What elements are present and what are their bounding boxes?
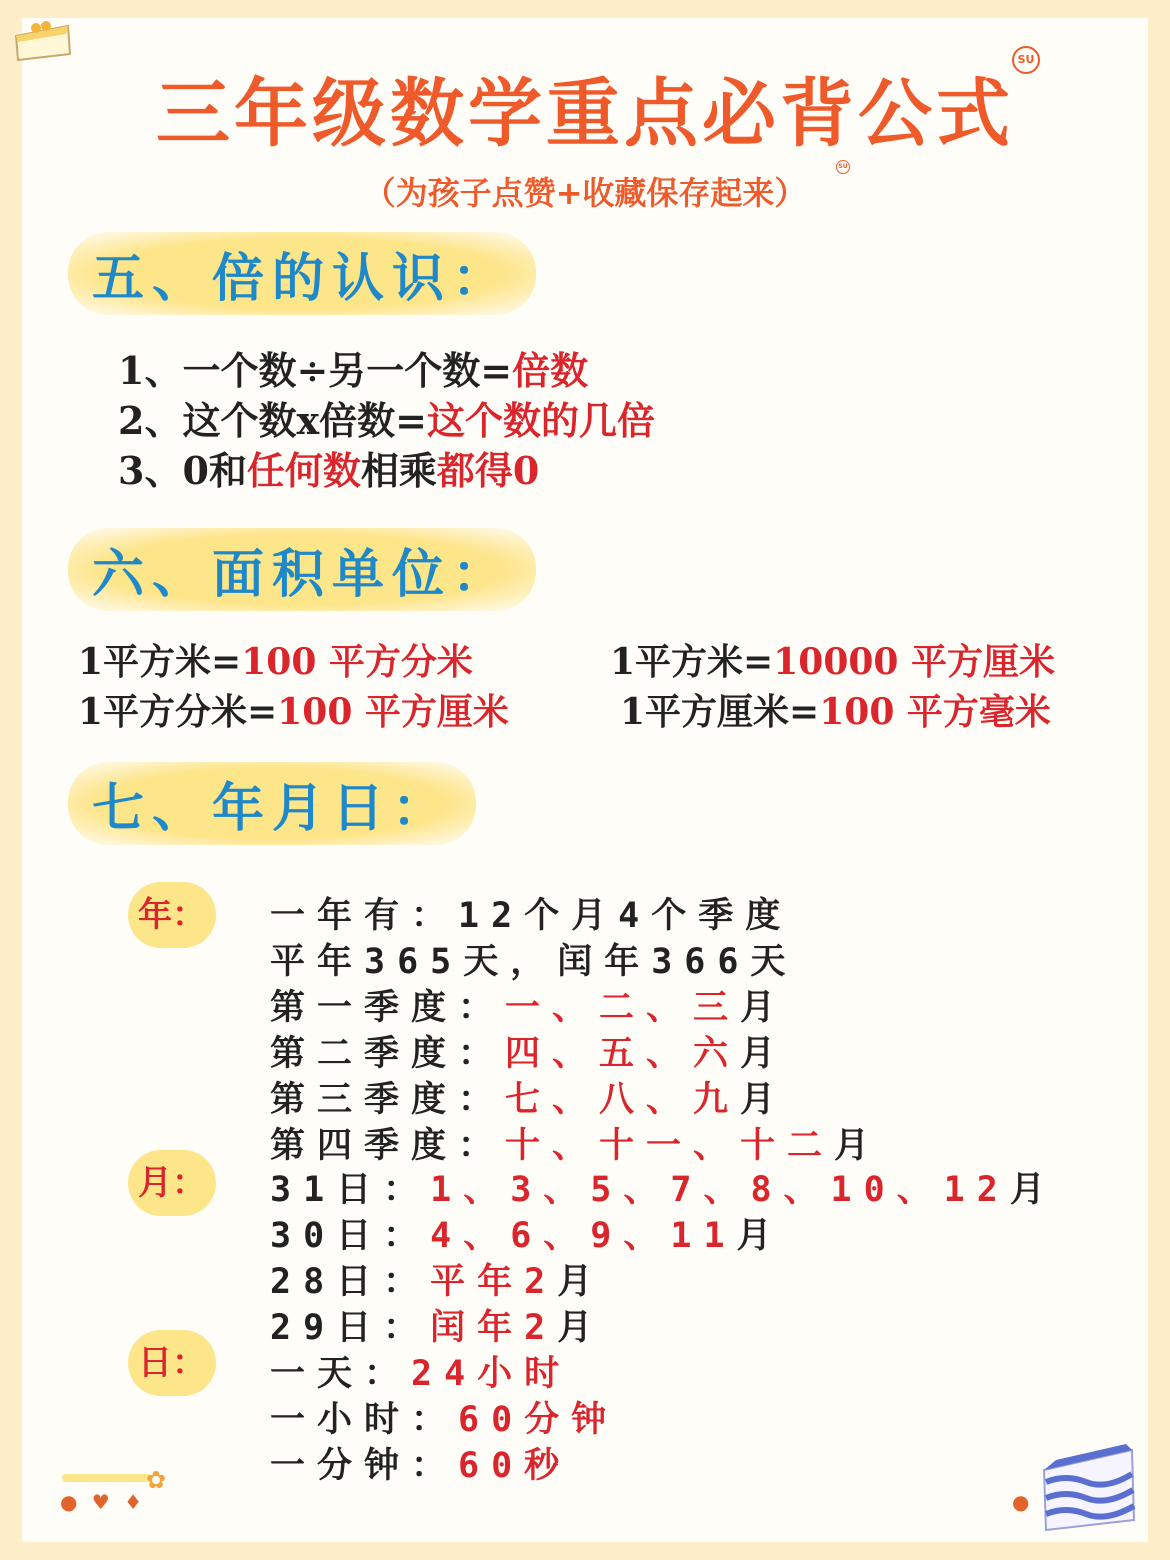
row-text: 第四季度： xyxy=(270,1126,506,1166)
row-text: 月 xyxy=(736,1216,784,1256)
area-value: 100 平方毫米 xyxy=(819,691,1051,733)
line-highlight: 任何数 xyxy=(246,448,361,493)
row-text: 月 xyxy=(740,1034,788,1074)
calendar-row xyxy=(270,1254,604,1304)
area-item-4 xyxy=(620,684,1051,735)
day-label: 日： xyxy=(128,1330,216,1396)
row-text: 一小时： xyxy=(270,1400,459,1440)
row-text: 30日： xyxy=(270,1216,431,1256)
calendar-row xyxy=(270,1392,618,1442)
calendar-row xyxy=(270,1208,784,1258)
cake-slice-icon xyxy=(1036,1430,1142,1540)
section-heading-five: 五、倍的认识： xyxy=(68,232,536,315)
line-highlight: 都得0 xyxy=(436,448,540,493)
calendar-row xyxy=(270,980,787,1030)
line-text: 2、这个数x倍数= xyxy=(118,398,427,443)
row-highlight: 闰年2 xyxy=(430,1308,558,1348)
line-highlight: 这个数的几倍 xyxy=(426,398,655,443)
flower-icon: ✿ xyxy=(146,1466,167,1494)
row-text: 平年365天，闰年366天 xyxy=(270,942,798,982)
line-highlight: 倍数 xyxy=(512,348,589,393)
row-text: 月 xyxy=(557,1308,605,1348)
row-highlight: 1、3、5、7、8、10、12 xyxy=(430,1170,1010,1210)
area-text: 1平方米= xyxy=(78,641,242,683)
area-text: 1平方厘米= xyxy=(620,691,820,733)
row-text: 一分钟： xyxy=(270,1446,459,1486)
calendar-row xyxy=(270,1162,1057,1212)
year-label: 年： xyxy=(128,882,216,948)
row-text: 一天： xyxy=(270,1354,412,1394)
area-value: 10000 平方厘米 xyxy=(773,641,1055,683)
calendar-row xyxy=(270,888,792,938)
area-value: 100 平方厘米 xyxy=(277,691,509,733)
area-value: 100 平方分米 xyxy=(241,641,473,683)
section-heading-seven: 七、年月日： xyxy=(68,762,476,845)
su-mark-small: SU xyxy=(836,160,850,174)
area-item-1 xyxy=(78,634,473,685)
calendar-row xyxy=(270,934,797,984)
row-text: 第二季度： xyxy=(270,1034,506,1074)
five-line-3 xyxy=(118,440,539,495)
five-line-1 xyxy=(118,340,588,395)
calendar-row xyxy=(270,1300,604,1350)
row-highlight: 60秒 xyxy=(458,1446,572,1486)
row-text: 月 xyxy=(740,1080,788,1120)
row-text: 28日： xyxy=(270,1262,431,1302)
row-text: 月 xyxy=(1009,1170,1057,1210)
fruit-icons: ● ♥ ♦ xyxy=(60,1490,147,1514)
area-text: 1平方米= xyxy=(610,641,774,683)
five-line-2 xyxy=(118,390,655,445)
area-item-3 xyxy=(78,684,509,735)
area-text: 1平方分米= xyxy=(78,691,278,733)
row-text: 第三季度： xyxy=(270,1080,506,1120)
row-text: 29日： xyxy=(270,1308,431,1348)
row-highlight: 十、十一、十二 xyxy=(505,1126,835,1166)
page-subtitle: （为孩子点赞+收藏保存起来） xyxy=(363,174,807,212)
row-highlight: 24小时 xyxy=(411,1354,572,1394)
section-heading-six: 六、面积单位： xyxy=(68,528,536,611)
calendar-row xyxy=(270,1346,571,1396)
row-highlight: 4、6、9、11 xyxy=(430,1216,737,1256)
line-text: 1、一个数÷另一个数= xyxy=(118,348,513,393)
calendar-row xyxy=(270,1438,571,1488)
row-highlight: 一、二、三 xyxy=(505,988,741,1028)
month-label: 月： xyxy=(128,1150,216,1216)
line-text: 3、0和 xyxy=(118,448,247,493)
row-highlight: 平年2 xyxy=(430,1262,558,1302)
row-text: 一年有：12个月4个季度 xyxy=(270,896,793,936)
area-item-2 xyxy=(610,634,1055,685)
row-highlight: 四、五、六 xyxy=(505,1034,741,1074)
apple-icon: ● xyxy=(1012,1490,1030,1514)
calendar-row xyxy=(270,1072,787,1122)
line-text: 相乘 xyxy=(360,448,437,493)
decorative-bar xyxy=(62,1474,152,1482)
su-mark: SU xyxy=(1012,46,1040,74)
row-highlight: 60分钟 xyxy=(458,1400,619,1440)
row-text: 第一季度： xyxy=(270,988,506,1028)
row-text: 月 xyxy=(834,1126,882,1166)
calendar-row xyxy=(270,1026,787,1076)
row-text: 月 xyxy=(557,1262,605,1302)
row-text: 31日： xyxy=(270,1170,431,1210)
page-title: 三年级数学重点必背公式 xyxy=(156,71,1014,157)
row-text: 月 xyxy=(740,988,788,1028)
row-highlight: 七、八、九 xyxy=(505,1080,741,1120)
calendar-row xyxy=(270,1118,881,1168)
